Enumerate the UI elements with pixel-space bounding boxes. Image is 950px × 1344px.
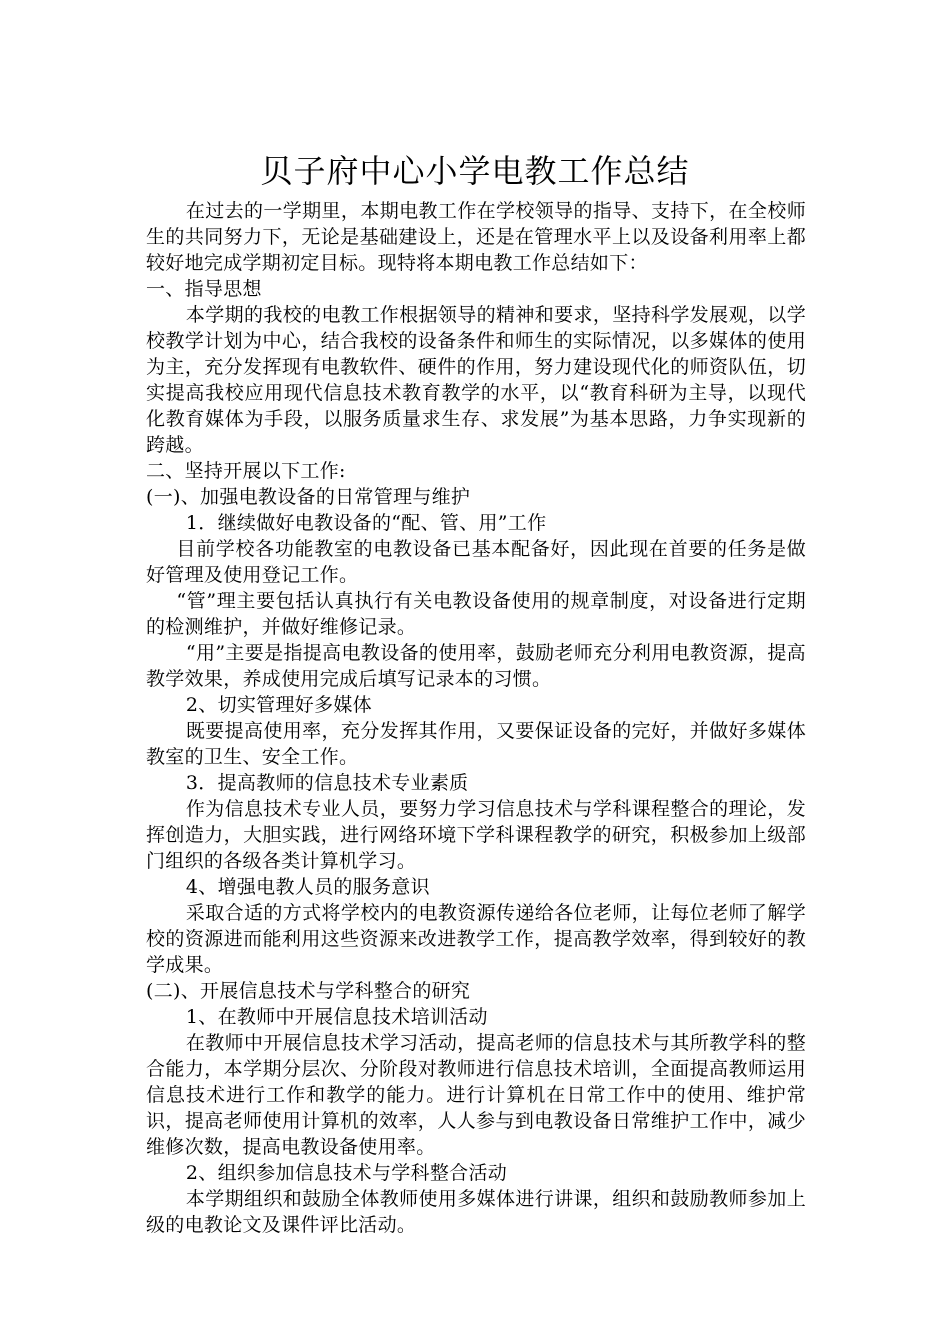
subsection-heading: (二)、开展信息技术与学科整合的研究 <box>146 980 471 1002</box>
paragraph: 在过去的一学期里，本期电教工作在学校领导的指导、支持下，在全校师生的共同努力下，无论是基础建设上，还是在管理水平上以及设备利用率上都较好地完成学期初定目标。现特将本期电教工作总结如下： <box>146 200 806 274</box>
paragraph: 既要提高使用率，充分发挥其作用，又要保证设备的完好，并做好多媒体教室的卫生、安全工作。 <box>146 720 806 768</box>
subsection-heading: (一)、加强电教设备的日常管理与维护 <box>146 486 471 508</box>
paragraph: 采取合适的方式将学校内的电教资源传递给各位老师，让每位老师了解学校的资源进而能利用这些资源来改进教学工作，提高教学效率，得到较好的教学成果。 <box>146 902 806 976</box>
document-body <box>146 198 806 1238</box>
paragraph: 作为信息技术专业人员，要努力学习信息技术与学科课程整合的理论，发挥创造力，大胆实践，进行网络环境下学科课程教学的研究，积极参加上级部门组织的各级各类计算机学习。 <box>146 798 806 872</box>
paragraph: 本学期组织和鼓励全体教师使用多媒体进行讲课，组织和鼓励教师参加上级的电教论文及课件评比活动。 <box>146 1188 806 1236</box>
item-heading: 2、切实管理好多媒体 <box>185 694 372 716</box>
item-heading: 1．继续做好电教设备的“配、管、用”工作 <box>185 512 547 534</box>
paragraph: “用”主要是指提高电教设备的使用率，鼓励老师充分利用电教资源，提高教学效果，养成使用完成后填写记录本的习惯。 <box>146 642 806 690</box>
paragraph: “管”理主要包括认真执行有关电教设备使用的规章制度，对设备进行定期的检测维护，并做好维修记录。 <box>146 590 806 638</box>
document-title: 贝子府中心小学电教工作总结 <box>260 152 690 191</box>
paragraph: 目前学校各功能教室的电教设备已基本配备好，因此现在首要的任务是做好管理及使用登记工作。 <box>146 538 806 586</box>
item-heading: 4、增强电教人员的服务意识 <box>185 876 430 898</box>
item-heading: 2、组织参加信息技术与学科整合活动 <box>185 1162 508 1184</box>
section-heading: 二、坚持开展以下工作: <box>146 460 346 482</box>
section-heading: 一、指导思想 <box>146 278 262 300</box>
paragraph: 本学期的我校的电教工作根据领导的精神和要求，坚持科学发展观，以学校教学计划为中心，结合我校的设备条件和师生的实际情况，以多媒体的使用为主，充分发挥现有电教软件、硬件的作用，努力建设现代化的师资队伍，切实提高我校应用现代信息技术教育教学的水平，以“教育科研为主导，以现代化教育媒体为手段，以服务质量求生存、求发展”为基本思路，力争实现新的跨越。 <box>146 304 806 456</box>
item-heading: 1、在教师中开展信息技术培训活动 <box>185 1006 488 1028</box>
paragraph: 在教师中开展信息技术学习活动，提高老师的信息技术与其所教学科的整合能力，本学期分层次、分阶段对教师进行信息技术培训，全面提高教师运用信息技术进行工作和教学的能力。进行计算机在日常工作中的使用、维护常识，提高老师使用计算机的效率，人人参与到电教设备日常维护工作中，减少维修次数，提高电教设备使用率。 <box>146 1032 806 1158</box>
item-heading: 3．提高教师的信息技术专业素质 <box>185 772 469 794</box>
